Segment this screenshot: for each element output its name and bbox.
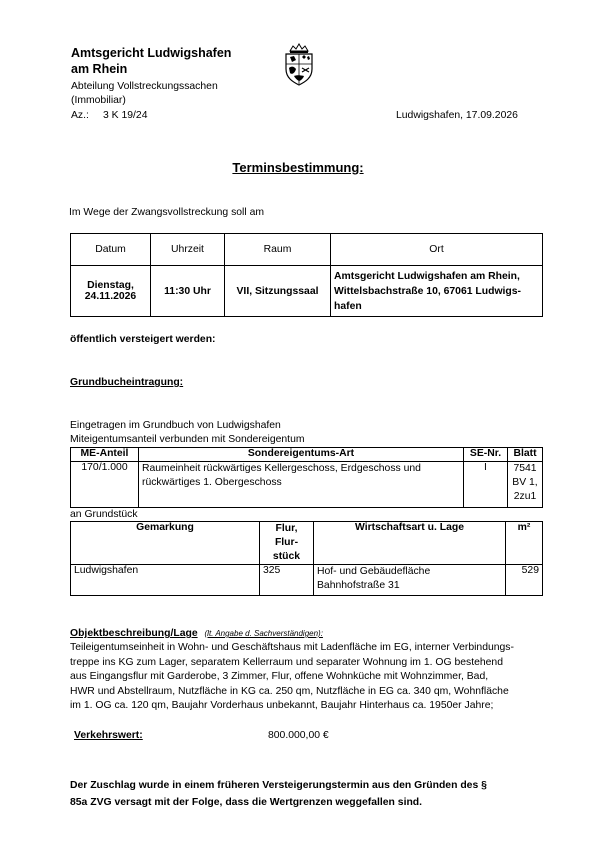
appointment-place-line3: hafen xyxy=(334,300,362,312)
court-name-line1: Amtsgericht Ludwigshafen xyxy=(71,46,232,60)
appointment-place-line2: Wittelsbachstraße 10, 67061 Ludwigs- xyxy=(334,285,522,297)
market-value-label: Verkehrswert: xyxy=(74,730,143,741)
ownership-table-header-row xyxy=(71,448,543,462)
court-name-line2: am Rhein xyxy=(71,62,128,76)
header-date: Datum xyxy=(71,234,151,266)
object-heading: Objektbeschreibung/Lage xyxy=(70,628,198,639)
sheet-line3: 2zu1 xyxy=(513,491,537,502)
market-value: 800.000,00 € xyxy=(268,730,329,741)
plot-label: an Grundstück xyxy=(70,509,138,520)
usage-type-line1: Hof- und Gebäudefläche xyxy=(317,566,431,577)
header-place: Ort xyxy=(331,234,543,266)
object-heading-note: (lt. Angabe d. Sachverständigen): xyxy=(204,629,323,638)
appointment-place xyxy=(331,266,543,317)
sheet-value xyxy=(508,462,543,508)
header-usage-type: Wirtschaftsart u. Lage xyxy=(314,522,506,565)
appointment-date xyxy=(71,266,151,317)
usage-type-line2: Bahnhofstraße 31 xyxy=(317,580,400,591)
closing-line1: Der Zuschlag wurde in einem früheren Versteigerungstermin aus den Gründen des § xyxy=(70,780,487,791)
header-sheet: Blatt xyxy=(508,448,543,462)
header-time: Uhrzeit xyxy=(151,234,225,266)
header-share: ME-Anteil xyxy=(71,448,139,462)
place-date: Ludwigshafen, 17.09.2026 xyxy=(396,110,518,121)
ownership-type-line1: Raumeinheit rückwärtiges Kellergeschoss, Erdgeschoss und xyxy=(142,463,421,474)
object-line: treppe ins KG zum Lager, separatem Kellerraum und separater Wohnung im 1. OG bestehend xyxy=(70,656,503,668)
appointment-place-line1: Amtsgericht Ludwigshafen am Rhein, xyxy=(334,270,520,282)
land-register-line1: Eingetragen im Grundbuch von Ludwigshafen xyxy=(70,420,281,431)
ownership-type-value xyxy=(139,462,464,508)
header-se-number: SE-Nr. xyxy=(464,448,508,462)
sheet-line1: 7541 xyxy=(513,463,537,474)
header-area: m² xyxy=(506,522,543,565)
district-value: Ludwigshafen xyxy=(71,565,260,596)
appointment-date-line1: Dienstag, xyxy=(87,280,134,291)
court-name xyxy=(71,45,231,77)
header-parcel-line2: stück xyxy=(272,551,301,562)
usage-type-value xyxy=(314,565,506,596)
land-register-line2: Miteigentumsanteil verbunden mit Sondereigentum xyxy=(70,434,305,445)
appointment-table xyxy=(70,233,543,317)
department: Abteilung Vollstreckungssachen xyxy=(71,81,218,92)
header-room: Raum xyxy=(225,234,331,266)
page-title: Terminsbestimmung: xyxy=(232,160,364,175)
ownership-table-row xyxy=(71,462,543,508)
plot-table-header-row xyxy=(71,522,543,565)
land-register-intro xyxy=(70,419,305,447)
object-line: HWR und Abstellraum, Nutzfläche in KG ca. 250 qm, Nutzfläche in EG ca. 340 qm, Wohnfläche xyxy=(70,685,509,697)
area-value: 529 xyxy=(506,565,543,596)
appointment-table-row xyxy=(71,266,543,317)
header-district: Gemarkung xyxy=(71,522,260,565)
appointment-room: VII, Sitzungssaal xyxy=(225,266,331,317)
closing-note xyxy=(70,777,487,811)
ownership-type-line2: rückwärtiges 1. Obergeschoss xyxy=(142,477,282,488)
file-label: Az.: xyxy=(71,110,89,121)
parcel-value: 325 xyxy=(260,565,314,596)
header-parcel-line1: Flur, Flur- xyxy=(274,523,299,548)
plot-table-row xyxy=(71,565,543,596)
appointment-table-header-row xyxy=(71,234,543,266)
header-ownership-type: Sondereigentums-Art xyxy=(139,448,464,462)
ownership-table xyxy=(70,447,543,508)
object-heading-row xyxy=(70,628,323,639)
se-number-value: I xyxy=(464,462,508,508)
land-register-heading: Grundbucheintragung: xyxy=(70,377,184,388)
object-line: aus Eingangsflur mit Garderobe, 3 Zimmer, Flur, offene Wohnküche mit Wohnzimmer, Bad, xyxy=(70,671,489,682)
plot-table xyxy=(70,521,543,596)
auction-text: öffentlich versteigert werden: xyxy=(70,334,216,345)
coat-of-arms-icon xyxy=(282,42,316,86)
intro-text: Im Wege der Zwangsvollstreckung soll am xyxy=(69,207,264,218)
object-line: im 1. OG ca. 120 qm, Baujahr Vorderhaus unbekannt, Baujahr Hinterhaus ca. 1950er Jahre; xyxy=(70,700,494,711)
file-number: 3 K 19/24 xyxy=(103,110,148,121)
header-parcel xyxy=(260,522,314,565)
appointment-time: 11:30 Uhr xyxy=(151,266,225,317)
closing-line2: 85a ZVG versagt mit der Folge, dass die Wertgrenzen weggefallen sind. xyxy=(70,797,423,808)
department-subject: (Immobiliar) xyxy=(71,95,126,106)
appointment-date-line2: 24.11.2026 xyxy=(84,291,137,302)
department-block xyxy=(71,80,218,108)
sheet-line2: BV 1, xyxy=(512,477,538,488)
object-description xyxy=(70,641,543,714)
object-line: Teileigentumseinheit in Wohn- und Geschäftshaus mit Ladenfläche im EG, interner Verbindungs- xyxy=(70,642,514,653)
share-value: 170/1.000 xyxy=(71,462,139,508)
